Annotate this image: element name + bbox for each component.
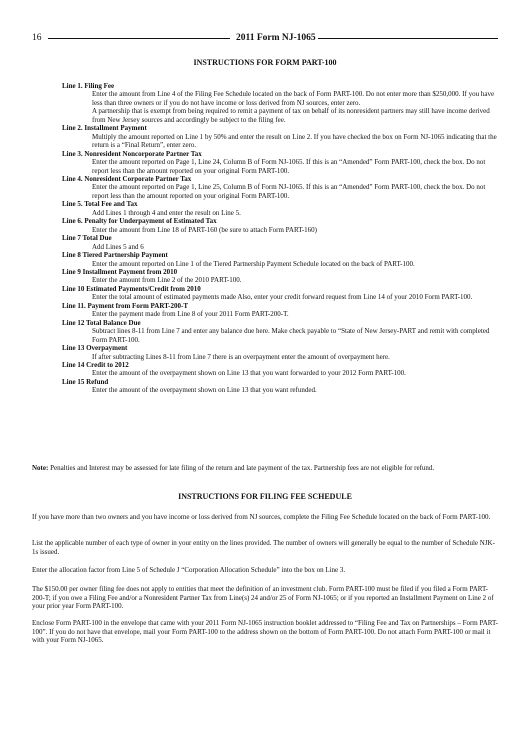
line-item xyxy=(62,285,502,302)
line-item xyxy=(62,124,502,149)
header-rule-left xyxy=(48,38,230,39)
line-heading: Line 7 Total Due xyxy=(62,234,112,243)
line-heading: Line 15 Refund xyxy=(62,377,109,386)
line-body xyxy=(92,226,502,234)
line-heading: Line 10 Estimated Payments/Credit from 2010 xyxy=(62,284,201,293)
line-heading: Line 8 Tiered Partnership Payment xyxy=(62,251,168,260)
line-body xyxy=(92,293,502,301)
line-body xyxy=(92,386,502,394)
line-body xyxy=(92,276,502,284)
filing-fee-paragraph: Enter the allocation factor from Line 5 of Schedule J “Corporation Allocation Schedule” into the box on Line 3. xyxy=(32,566,346,574)
line-body xyxy=(92,327,502,344)
line-body xyxy=(92,310,502,318)
page-number: 16 xyxy=(32,33,42,43)
line-paragraph: Add Lines 5 and 6 xyxy=(92,242,144,251)
line-instructions-list xyxy=(62,82,502,395)
line-paragraph: Enter the total amount of estimated payments made Also, enter your credit forward request from Line 14 of your 2010 Form PART-100. xyxy=(92,293,473,302)
line-item xyxy=(62,251,502,268)
line-heading: Line 11. Payment from Form PART-200-T xyxy=(62,301,188,310)
line-item xyxy=(62,234,502,251)
filing-fee-paragraph: If you have more than two owners and you have income or loss derived from NJ sources, complete the Filing Fee Schedule located on the back of Form PART-100. xyxy=(32,513,491,521)
line-heading: Line 3. Nonresident Noncorporate Partner Tax xyxy=(62,149,202,158)
instructions-title: INSTRUCTIONS FOR FORM PART-100 xyxy=(193,58,337,67)
page-header xyxy=(32,32,498,44)
line-body xyxy=(92,243,502,251)
line-item xyxy=(62,302,502,319)
filing-fee-paragraph: The $150.00 per owner filing fee does not apply to entities that meet the definition of an investment club. Form PART-100 must be filed if you filed a Form PART-200-T; if you owe a Filing Fee and/or a Nonresident Partner Tax from Line(s) 24 and/or 25 of Form NJ-1065; or if you reported an Installment Payment on Line 2 of your prior year Form PART-100. xyxy=(32,585,494,611)
note-paragraph xyxy=(32,464,498,473)
line-heading: Line 1. Filing Fee xyxy=(62,82,115,90)
line-item xyxy=(62,319,502,344)
line-paragraph: Add Lines 1 through 4 and enter the result on Line 5. xyxy=(92,208,241,217)
line-paragraph: A partnership that is exempt from being required to remit a payment of tax on behalf of its nonresident partners may still have income derived from New Jersey sources and accordingly be subject to the filing fee. xyxy=(92,107,490,124)
line-body xyxy=(92,369,502,377)
line-body xyxy=(92,209,502,217)
line-paragraph: Enter the amount of the overpayment shown on Line 13 that you want forwarded to your 2012 Form PART-100. xyxy=(92,369,406,378)
line-paragraph: Enter the amount from Line 4 of the Filing Fee Schedule located on the back of Form PART-100. Do not enter more than $250,000. If you have less than three owners or if you do not have income or loss derived from NJ sources, enter zero. xyxy=(92,90,495,107)
note-label: Note: xyxy=(32,464,49,472)
line-item xyxy=(62,217,502,234)
line-heading: Line 2. Installment Payment xyxy=(62,124,147,133)
line-body xyxy=(92,183,502,200)
line-heading: Line 5. Total Fee and Tax xyxy=(62,200,138,209)
line-body xyxy=(92,260,502,268)
line-paragraph: Enter the amount reported on Line 1 of the Tiered Partnership Payment Schedule located on the back of PART-100. xyxy=(92,259,415,268)
line-item xyxy=(62,200,502,217)
line-paragraph: Enter the amount from Line 2 of the 2010 PART-100. xyxy=(92,276,242,285)
line-heading: Line 13 Overpayment xyxy=(62,344,128,353)
line-item xyxy=(62,150,502,175)
line-item xyxy=(62,82,502,124)
line-heading: Line 9 Installment Payment from 2010 xyxy=(62,267,178,276)
line-heading: Line 14 Credit to 2012 xyxy=(62,360,129,369)
line-paragraph: Enter the amount reported on Page 1, Line 24, Column B of Form NJ-1065. If this is an “Amended” Form PART-100, check the box. Do not report less than the amount reported on your original Form PART-100. xyxy=(92,158,486,175)
filing-fee-paragraph: List the applicable number of each type of owner in your entity on the lines provided. The number of owners will generally be equal to the number of Schedule NJK-1s issued. xyxy=(32,539,495,556)
line-item xyxy=(62,268,502,285)
line-heading: Line 6. Penalty for Underpayment of Estimated Tax xyxy=(62,217,217,226)
line-item xyxy=(62,378,502,395)
line-item xyxy=(62,175,502,200)
line-heading: Line 12 Total Balance Due xyxy=(62,318,141,327)
header-rule-right xyxy=(318,38,498,39)
form-title: 2011 Form NJ-1065 xyxy=(236,33,316,43)
note-text: Penalties and Interest may be assessed for late filing of the return and late payment of the tax. Partnership fees are not eligible for refund. xyxy=(48,464,435,472)
line-item xyxy=(62,361,502,378)
filing-fee-title: INSTRUCTIONS FOR FILING FEE SCHEDULE xyxy=(178,492,352,501)
line-paragraph: Subtract lines 8-11 from Line 7 and enter any balance due here. Make check payable to “State of New Jersey-PART and remit with completed Form PART-100. xyxy=(92,327,490,344)
line-paragraph: Enter the amount of the overpayment shown on Line 13 that you want refunded. xyxy=(92,386,317,395)
line-body xyxy=(92,90,502,124)
line-body xyxy=(92,353,502,361)
line-heading: Line 4. Nonresident Corporate Partner Tax xyxy=(62,174,192,183)
line-paragraph: If after subtracting Lines 8-11 from Line 7 there is an overpayment enter the amount of overpayment here. xyxy=(92,352,390,361)
line-item xyxy=(62,344,502,361)
line-paragraph: Multiply the amount reported on Line 1 by 50% and enter the result on Line 2. If you have checked the box on Form NJ-1065 indicating that the return is a “Final Return”, enter zero. xyxy=(92,132,497,150)
line-body xyxy=(92,158,502,175)
filing-fee-paragraph: Enclose Form PART-100 in the envelope that came with your 2011 Form NJ-1065 instruction booklet addressed to “Filing Fee and Tax on Partnerships – Form PART-100”. If you do not have that envelope, mail your Form PART-100 to the address shown on the bottom of Form PART-100. Do not attach Form PART-100 or mail it with your Form NJ-1065. xyxy=(32,619,499,645)
line-paragraph: Enter the amount from Line 18 of PART-160 (be sure to attach Form PART-160) xyxy=(92,225,318,234)
line-paragraph: Enter the payment made from Line 8 of your 2011 Form PART-200-T. xyxy=(92,310,289,319)
line-paragraph: Enter the amount reported on Page 1, Line 25, Column B of Form NJ-1065. If this is an “Amended” Form PART-100, check the box. Do not report less than the amount reported on your original Form PART-100. xyxy=(92,183,486,200)
line-body xyxy=(92,133,502,150)
